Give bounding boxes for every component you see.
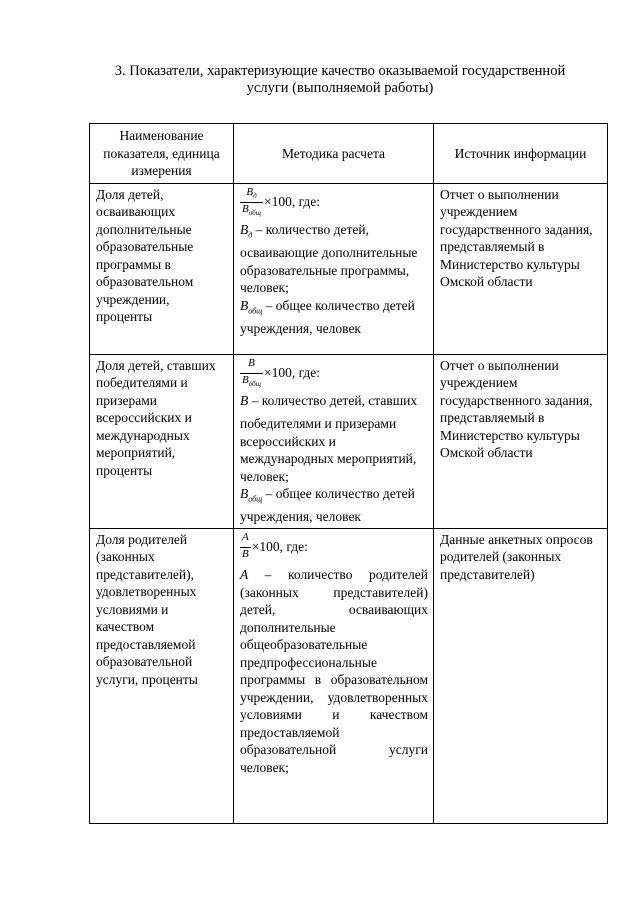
method-cell [234,354,434,528]
formula-rest: ×100, где: [263,364,321,380]
table-header-row [90,124,608,184]
source-cell: Данные анкетных опросов родителей (законных представителей) [434,528,608,823]
header-method: Методика расчета [234,124,434,184]
header-indicator-name: Наименование показателя, единица измерения [90,124,234,184]
fraction: $\frac{A}{B}$ [242,530,249,560]
formula [240,186,428,219]
heading-line-2: услуги (выполняемой работы) [246,80,434,96]
indicator-name-cell: Доля детей, ставших победителями и призерами всероссийских и международных мероприятий, проценты [90,354,234,528]
heading-line-1: 3. Показатели, характеризующие качество оказываемой государственной [114,63,566,79]
table-row [90,183,608,354]
table-row [90,354,608,528]
formula-rest: ×100, где: [263,193,321,209]
formula-rest: ×100, где: [251,538,308,554]
header-source: Источник информации [434,124,608,184]
definition-2: $B_{общ}$ – общее количество детей учреждения, человек [240,486,415,525]
definition-1: $B_д$ – количество детей, осваивающие дополнительные образовательные программы, человек; [240,221,418,296]
indicator-name-cell: Доля детей, осваивающих дополнительные образовательные программы в образовательном учреждении, проценты [90,183,234,354]
formula [240,357,428,390]
definition-1: B – количество детей, ставших победителями и призерами всероссийских и международных мероприятий, человек; [240,392,418,484]
table-row [90,528,608,823]
method-cell [234,528,434,823]
indicators-table [89,123,608,824]
definition-1: A – количество родителей (законных представителей) детей, осваивающих дополнительные общеобразовательные предпрофессиональные программы в образовательном учреждении, удовлетворенных условиями и качеством предоставляемой образовательной услуги человек; [240,567,428,775]
formula [240,531,428,564]
source-cell: Отчет о выполнении учреждением государственного задания, представляемый в Министерство культуры Омской области [434,354,608,528]
indicator-name-cell: Доля родителей (законных представителей), удовлетворенных условиями и качеством предоставляемой образовательной услуги, проценты [90,528,234,823]
source-cell: Отчет о выполнении учреждением государственного задания, представляемый в Министерство культуры Омской области [434,183,608,354]
definition-2: $B_{общ}$ – общее количество детей учреждения, человек [240,297,415,336]
fraction: $\frac{B_д}{B_{общ}}$ [242,185,261,217]
method-cell [234,183,434,354]
fraction: $\frac{B}{B_{общ}}$ [242,356,261,388]
section-heading [60,63,620,97]
